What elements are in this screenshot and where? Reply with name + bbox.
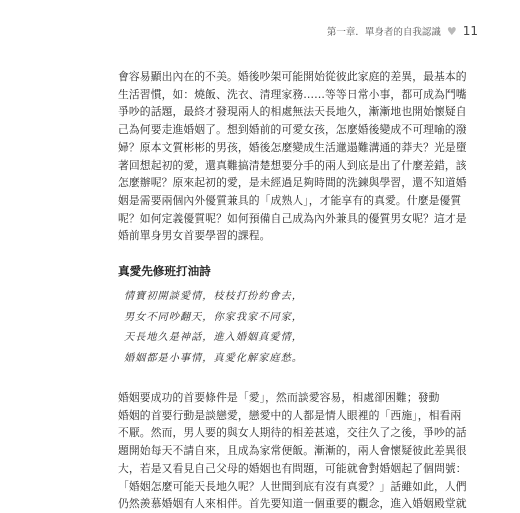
- text-line: 己為何要走進婚姻了。想到婚前的可愛女孩，怎麼婚後變成不可理喻的潑: [118, 123, 467, 137]
- heart-icon: ♥: [446, 24, 457, 38]
- section-heading: 真愛先修班打油詩: [118, 264, 211, 279]
- text-line: 著回想起初的愛，還真難搞清楚想要分手的兩人到底是出了什麼差錯，該: [118, 158, 467, 172]
- text-line: 「婚姻怎麼可能天長地久呢？人世間到底有沒有真愛？」話雖如此，人們: [118, 479, 467, 493]
- text-line: 婚前單身男女首要學習的課程。: [118, 229, 271, 243]
- paragraph-1: [118, 68, 467, 245]
- poem-line: 天長地久是神話，進入婚姻真愛情，: [124, 332, 303, 344]
- text-line: 姻是需要兩個內外優質兼具的「成熟人」，才能享有的真愛。什麼是優質: [118, 193, 462, 207]
- poem-block: [124, 287, 422, 369]
- text-line: 爭吵的話題，最終才發現兩人的相處無法天長地久，漸漸地也開始懷疑自: [118, 105, 467, 119]
- text-line: 生活習慣，如：燒飯、洗衣、清理家務……等等日常小事，都可成為鬥嘴: [118, 87, 467, 101]
- text-line: 婦？原本文質彬彬的男孩，婚後怎麼變成生活邋遢難溝通的莽夫？光是墮: [118, 140, 467, 154]
- text-line: 呢？如何定義優質呢？如何預備自己成為內外兼具的優質男女呢？這才是: [118, 211, 467, 225]
- text-line: 怎麼辦呢？原來起初的愛，是未經過足夠時間的洗鍊與學習，還不知道婚: [118, 176, 467, 190]
- text-line: 婚姻的首要行動是談戀愛，戀愛中的人都是情人眼裡的「西施」，相看兩: [118, 408, 462, 422]
- page-body: [118, 68, 467, 513]
- chapter-title: 第一章．單身者的自我認識: [326, 27, 441, 38]
- text-line: 會容易顯出內在的不美。婚後吵架可能開始從彼此家庭的差異，最基本的: [118, 70, 467, 83]
- paragraph-2: [118, 389, 467, 513]
- text-line: 大，若是又看見自己父母的婚姻也有問題，可能就會對婚姻起了個問號：: [118, 461, 467, 475]
- text-line: 婚姻要成功的首要條件是「愛」，然而談愛容易，相處卻困難；發動: [118, 391, 440, 405]
- text-line: 仍然羨慕婚姻有人來相伴。首先要知道一個重要的觀念，進入婚姻殿堂就: [118, 497, 467, 511]
- text-line: 不厭。然而，男人要的與女人期待的相差甚遠，交往久了之後，爭吵的話: [118, 426, 467, 440]
- page-header: [327, 24, 478, 38]
- poem-line: 男女不同吵翻天，你家我家不同家，: [124, 311, 303, 323]
- page-number: 11: [462, 24, 478, 38]
- text-line: 題開始每天不請自來，且成為家常便飯。漸漸的，兩人會懷疑彼此差異很: [118, 444, 467, 458]
- poem-line: 情寶初開談愛情，枝枝打扮約會去，: [124, 291, 303, 303]
- poem-line: 婚姻都是小事情，真愛化解家庭愁。: [124, 352, 303, 364]
